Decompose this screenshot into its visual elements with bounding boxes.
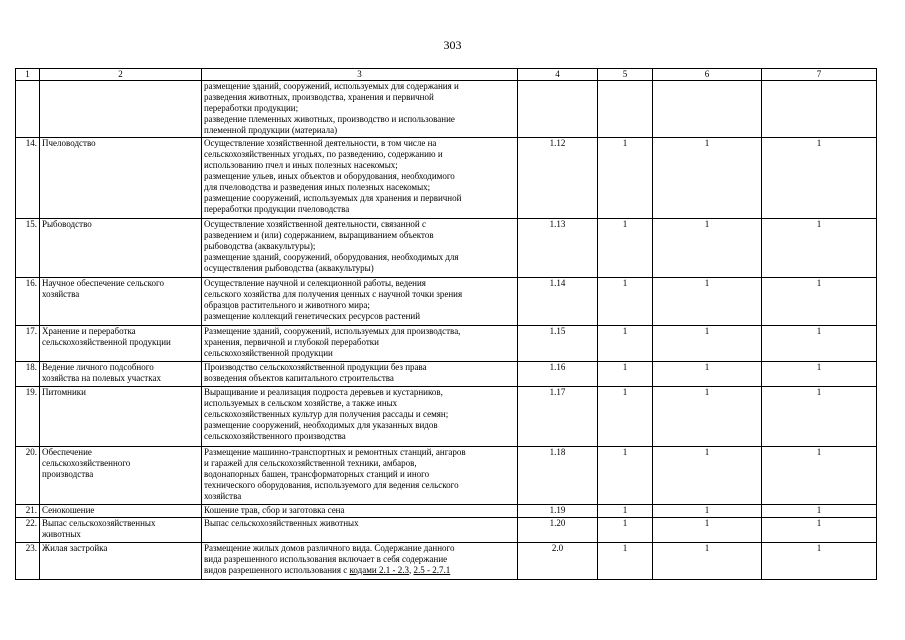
use-code: 2.0 [518,543,598,580]
use-description: Размещение машинно-транспортных и ремонтных станций, ангаров и гаражей для сельскохозяйственной техники, амбаров, водонапорных башен, трансформаторных станций и иного технического оборудования, используемого для ведения сельского хозяйства [202,447,518,505]
value-col6: 1 [653,447,762,505]
table-row [16,326,877,362]
value-col6: 1 [653,518,762,543]
use-type-name: Пчеловодство [40,138,202,219]
row-number: 18. [16,362,40,387]
use-description [202,543,518,580]
row-number [16,81,40,138]
use-type-name: Хранение и переработка сельскохозяйственной продукции [40,326,202,362]
use-code: 1.20 [518,518,598,543]
value-col5: 1 [598,387,653,447]
value-col7: 1 [762,138,877,219]
table-row [16,518,877,543]
table-row [16,138,877,219]
value-col7: 1 [762,505,877,518]
value-col7: 1 [762,518,877,543]
value-col7: 1 [762,219,877,278]
value-col6: 1 [653,278,762,326]
header-cell: 2 [40,69,202,81]
code-link[interactable]: кодами 2.1 - 2.3 [349,565,409,575]
value-col6: 1 [653,219,762,278]
use-description: Выращивание и реализация подроста деревьев и кустарников, используемых в сельском хозяйстве, а также иных сельскохозяйственных культур для получения рассады и семян; размещение сооружений, необходимых для указанных видов сельскохозяйственного производства [202,387,518,447]
value-col5: 1 [598,326,653,362]
use-type-name: Обеспечение сельскохозяйственного производства [40,447,202,505]
value-col5 [598,81,653,138]
use-type-name: Научное обеспечение сельского хозяйства [40,278,202,326]
use-code: 1.16 [518,362,598,387]
page-number: 303 [443,38,462,52]
row-number: 23. [16,543,40,580]
row-number: 16. [16,278,40,326]
value-col5: 1 [598,219,653,278]
use-code: 1.18 [518,447,598,505]
table-row [16,81,877,138]
value-col6: 1 [653,543,762,580]
table-row [16,362,877,387]
header-cell: 1 [16,69,40,81]
value-col5: 1 [598,278,653,326]
table-header-row [16,69,877,81]
value-col6 [653,81,762,138]
header-cell: 3 [202,69,518,81]
code-link[interactable]: 2.5 - 2.7.1 [413,565,451,575]
use-type-name [40,81,202,138]
row-number: 15. [16,219,40,278]
value-col6: 1 [653,138,762,219]
row-number: 20. [16,447,40,505]
header-cell: 4 [518,69,598,81]
value-col5: 1 [598,518,653,543]
value-col7: 1 [762,362,877,387]
value-col7: 1 [762,278,877,326]
value-col7: 1 [762,447,877,505]
value-col5: 1 [598,138,653,219]
value-col5: 1 [598,447,653,505]
use-description: Осуществление хозяйственной деятельности, в том числе на сельскохозяйственных угодьях, по разведению, содержанию и использованию пчел и иных полезных насекомых; размещение ульев, иных объектов и оборудования, необходимого для пчеловодства и разведения иных полезных насекомых; размещение сооружений, используемых для хранения и первичной переработки продукции пчеловодства [202,138,518,219]
value-col5: 1 [598,543,653,580]
use-type-name: Выпас сельскохозяйственных животных [40,518,202,543]
use-description: Осуществление научной и селекционной работы, ведения сельского хозяйства для получения ценных с научной точки зрения образцов растительного и животного мира; размещение коллекций генетических ресурсов растений [202,278,518,326]
use-description-text: Размещение жилых домов различного вида. Содержание данного вида разрешенного использования включает в себя содержание видов разрешенного использования с [204,543,455,575]
value-col6: 1 [653,326,762,362]
value-col7: 1 [762,387,877,447]
value-col7 [762,81,877,138]
header-cell: 6 [653,69,762,81]
use-description: Осуществление хозяйственной деятельности, связанной с разведением и (или) содержанием, выращиванием объектов рыбоводства (аквакультуры); размещение зданий, сооружений, оборудования, необходимых для осуществления рыбоводства (аквакультуры) [202,219,518,278]
use-description: Размещение зданий, сооружений, используемых для производства, хранения, первичной и глубокой переработки сельскохозяйственной продукции [202,326,518,362]
value-col6: 1 [653,387,762,447]
table-row [16,219,877,278]
use-code [518,81,598,138]
row-number: 19. [16,387,40,447]
use-description: Производство сельскохозяйственной продукции без права возведения объектов капитального строительства [202,362,518,387]
use-code: 1.15 [518,326,598,362]
table-row [16,543,877,580]
value-col5: 1 [598,362,653,387]
header-cell: 7 [762,69,877,81]
header-cell: 5 [598,69,653,81]
use-code: 1.13 [518,219,598,278]
use-code: 1.14 [518,278,598,326]
row-number: 22. [16,518,40,543]
table-row [16,447,877,505]
use-code: 1.12 [518,138,598,219]
value-col6: 1 [653,362,762,387]
use-type-name: Жилая застройка [40,543,202,580]
use-type-name: Сенокошение [40,505,202,518]
table-row [16,278,877,326]
value-col6: 1 [653,505,762,518]
use-description: размещение зданий, сооружений, используемых для содержания и разведения животных, производства, хранения и первичной переработки продукции; разведение племенных животных, производство и использование племенной продукции (материала) [202,81,518,138]
row-number: 14. [16,138,40,219]
row-number: 17. [16,326,40,362]
use-type-name: Рыбоводство [40,219,202,278]
use-code: 1.19 [518,505,598,518]
land-use-table [15,68,877,580]
row-number: 21. [16,505,40,518]
use-description: Выпас сельскохозяйственных животных [202,518,518,543]
table-row [16,387,877,447]
value-col5: 1 [598,505,653,518]
table-row [16,505,877,518]
value-col7: 1 [762,326,877,362]
use-description: Кошение трав, сбор и заготовка сена [202,505,518,518]
use-type-name: Питомники [40,387,202,447]
use-code: 1.17 [518,387,598,447]
use-type-name: Ведение личного подсобного хозяйства на полевых участках [40,362,202,387]
link-separator: , [408,565,414,575]
value-col7: 1 [762,543,877,580]
